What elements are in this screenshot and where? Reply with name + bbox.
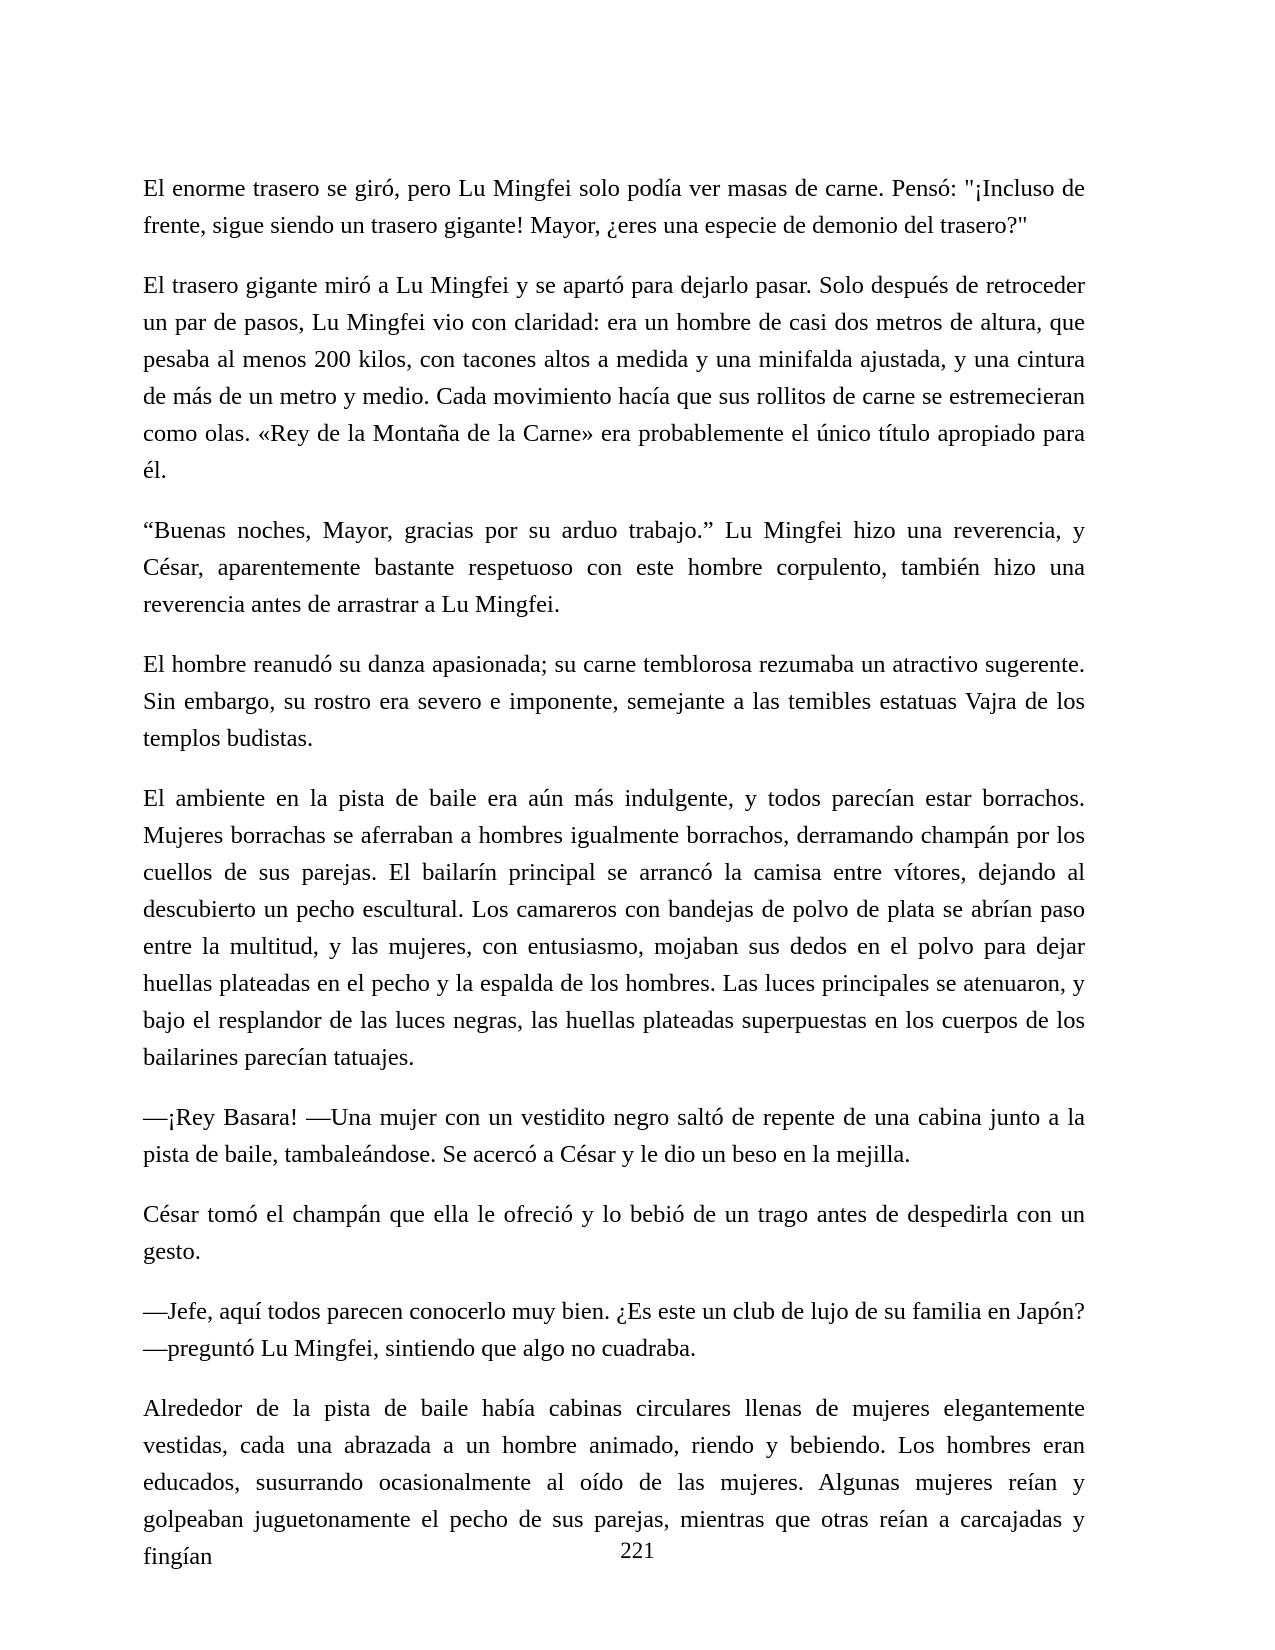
paragraph: El trasero gigante miró a Lu Mingfei y se apartó para dejarlo pasar. Solo después de retroceder un par de pasos, Lu Mingfei vio con claridad: era un hombre de casi dos metros de altura, que pesaba al menos 200 kilos, con tacones altos a medida y una minifalda ajustada, y una cintura de más de un metro y medio. Cada movimiento hacía que sus rollitos de carne se estremecieran como olas. «Rey de la Montaña de la Carne» era probablemente el único título apropiado para él. bbox=[143, 272, 1085, 484]
body-text-column bbox=[143, 170, 1085, 1575]
paragraph: Alrededor de la pista de baile había cabinas circulares llenas de mujeres elegantemente vestidas, cada una abrazada a un hombre animado, riendo y bebiendo. Los hombres eran educados, susurrando ocasionalmente al oído de las mujeres. Algunas mujeres reían y golpeaban juguetonamente el pecho de sus parejas, mientras que otras reían a carcajadas y fingían bbox=[143, 1395, 1085, 1570]
paragraph: El hombre reanudó su danza apasionada; su carne temblorosa rezumaba un atractivo sugerente. Sin embargo, su rostro era severo e imponente, semejante a las temibles estatuas Vajra de los templos budistas. bbox=[143, 651, 1085, 752]
paragraph: “Buenas noches, Mayor, gracias por su arduo trabajo.” Lu Mingfei hizo una reverencia, y César, aparentemente bastante respetuoso con este hombre corpulento, también hizo una reverencia antes de arrastrar a Lu Mingfei. bbox=[143, 517, 1085, 618]
paragraph: —¡Rey Basara! —Una mujer con un vestidito negro saltó de repente de una cabina junto a la pista de baile, tambaleándose. Se acercó a César y le dio un beso en la mejilla. bbox=[143, 1104, 1085, 1168]
paragraph: El enorme trasero se giró, pero Lu Mingfei solo podía ver masas de carne. Pensó: "¡Incluso de frente, sigue siendo un trasero gigante! Mayor, ¿eres una especie de demonio del trasero?" bbox=[143, 175, 1085, 239]
paragraph: El ambiente en la pista de baile era aún más indulgente, y todos parecían estar borrachos. Mujeres borrachas se aferraban a hombres igualmente borrachos, derramando champán por los cuellos de sus parejas. El bailarín principal se arrancó la camisa entre vítores, dejando al descubierto un pecho escultural. Los camareros con bandejas de polvo de plata se abrían paso entre la multitud, y las mujeres, con entusiasmo, mojaban sus dedos en el polvo para dejar huellas plateadas en el pecho y la espalda de los hombres. Las luces principales se atenuaron, y bajo el resplandor de las luces negras, las huellas plateadas superpuestas en los cuerpos de los bailarines parecían tatuajes. bbox=[143, 785, 1085, 1071]
page-number: 221 bbox=[620, 1538, 655, 1563]
paragraph: César tomó el champán que ella le ofreció y lo bebió de un trago antes de despedirla con un gesto. bbox=[143, 1201, 1085, 1265]
paragraph: —Jefe, aquí todos parecen conocerlo muy bien. ¿Es este un club de lujo de su familia en Japón? —preguntó Lu Mingfei, sintiendo que algo no cuadraba. bbox=[143, 1298, 1085, 1362]
